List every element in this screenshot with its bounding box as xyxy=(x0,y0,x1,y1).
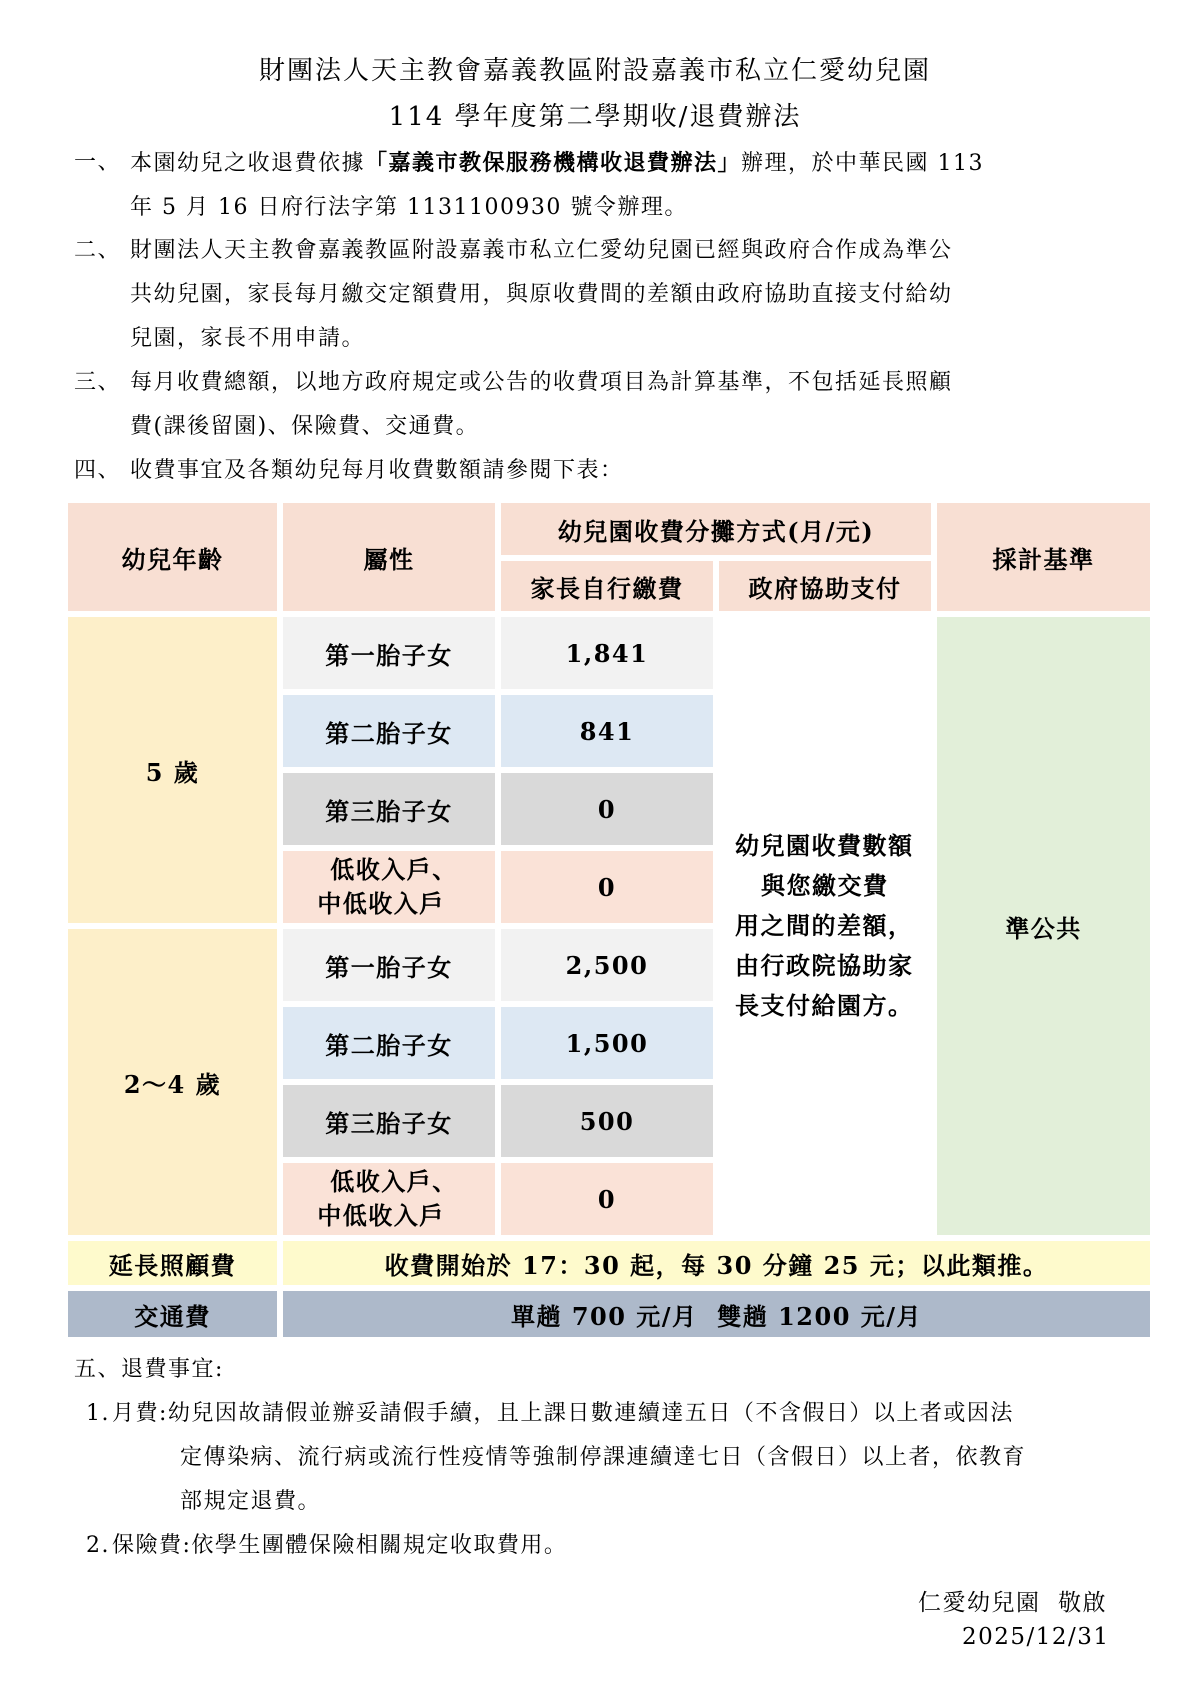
gov-text-line: 用之間的差額， xyxy=(735,911,914,940)
section-4-line-1: 收費事宜及各類幼兒每月收費數額請參閱下表： xyxy=(130,458,624,483)
section-2-line-3: 兒園，家長不用申請。 xyxy=(130,326,366,351)
fee-cell: 0 xyxy=(501,851,713,923)
section-1-number: 一、 xyxy=(74,150,122,175)
fee-cell: 841 xyxy=(501,695,713,767)
refund-item-1-number: 1. xyxy=(86,1401,110,1426)
section-2-line-1: 財團法人天主教會嘉義教區附設嘉義市私立仁愛幼兒園已經與政府合作成為準公 xyxy=(130,238,953,263)
header-fee-split: 幼兒園收費分攤方式(月/元) xyxy=(501,503,931,555)
refund-item-1-line-2: 定傳染病、流行病或流行性疫情等強制停課連續達七日（含假日）以上者，依教育 xyxy=(180,1445,1027,1470)
basis-cell: 準公共 xyxy=(937,617,1150,1235)
signature-date: 2025/12/31 xyxy=(962,1624,1110,1650)
attr-cell: 第三胎子女 xyxy=(283,1085,495,1157)
header-parent-pay: 家長自行繳費 xyxy=(501,561,713,611)
attr-cell: 第三胎子女 xyxy=(283,773,495,845)
header-attribute: 屬性 xyxy=(283,503,495,611)
attr-line: 中低收入戶 xyxy=(317,889,445,918)
refund-title: 五、退費事宜: xyxy=(74,1357,224,1382)
section-2-number: 二、 xyxy=(74,238,122,263)
header-gov-pay: 政府協助支付 xyxy=(719,561,931,611)
attr-line: 低收入戶、 xyxy=(330,1167,458,1196)
gov-text-line: 由行政院協助家 xyxy=(735,951,914,980)
fee-cell: 0 xyxy=(501,773,713,845)
fee-cell: 1,841 xyxy=(501,617,713,689)
refund-item-2-number: 2. xyxy=(86,1533,110,1558)
attr-cell xyxy=(283,1163,495,1235)
section-2-line-2: 共幼兒園，家長每月繳交定額費用，與原收費間的差額由政府協助直接支付給幼 xyxy=(130,282,953,307)
title-line-1: 財團法人天主教會嘉義教區附設嘉義市私立仁愛幼兒園 xyxy=(258,56,931,86)
fee-table xyxy=(62,497,1156,1343)
section-3-number: 三、 xyxy=(74,370,122,395)
gov-text-line: 幼兒園收費數額 xyxy=(735,831,914,860)
attr-line: 中低收入戶 xyxy=(317,1201,445,1230)
age-5-cell: 5 歲 xyxy=(68,617,277,923)
section-1-text-post: 辦理，於中華民國 113 xyxy=(741,151,985,176)
header-basis: 採計基準 xyxy=(937,503,1150,611)
attr-cell: 第二胎子女 xyxy=(283,1007,495,1079)
refund-item-1-line-1: 月費:幼兒因故請假並辦妥請假手續，且上課日數連續達五日（不含假日）以上者或因法 xyxy=(112,1401,1014,1426)
attr-cell: 第一胎子女 xyxy=(283,929,495,1001)
extended-care-row xyxy=(68,1241,1150,1285)
transport-row xyxy=(68,1291,1150,1337)
age-2-4-cell: 2～4 歲 xyxy=(68,929,277,1235)
refund-item-1-line-3: 部規定退費。 xyxy=(180,1489,322,1514)
attr-cell: 第二胎子女 xyxy=(283,695,495,767)
transport-value: 單趟 700 元/月 雙趟 1200 元/月 xyxy=(283,1291,1150,1337)
extended-care-value: 收費開始於 17：30 起，每 30 分鐘 25 元；以此類推。 xyxy=(283,1241,1150,1285)
table-row xyxy=(68,617,1150,689)
section-1-line-2: 年 5 月 16 日府行法字第 1131100930 號令辦理。 xyxy=(130,195,688,220)
section-4-number: 四、 xyxy=(74,458,122,483)
extended-care-label: 延長照顧費 xyxy=(68,1241,277,1285)
attr-cell: 第一胎子女 xyxy=(283,617,495,689)
fee-cell: 500 xyxy=(501,1085,713,1157)
fee-cell: 1,500 xyxy=(501,1007,713,1079)
section-3-line-2: 費(課後留園)、保險費、交通費。 xyxy=(130,414,480,439)
section-1-text-pre: 本園幼兒之收退費依據 xyxy=(130,151,366,176)
attr-cell xyxy=(283,851,495,923)
gov-text-line: 與您繳交費 xyxy=(761,871,889,900)
refund-item-2-line-1: 保險費:依學生團體保險相關規定收取費用。 xyxy=(112,1533,568,1558)
gov-pay-description xyxy=(719,617,931,1235)
signature-org: 仁愛幼兒園 敬啟 xyxy=(918,1590,1108,1616)
attr-line: 低收入戶、 xyxy=(330,855,458,884)
gov-text-line: 長支付給園方。 xyxy=(735,991,914,1020)
fee-cell: 0 xyxy=(501,1163,713,1235)
header-age: 幼兒年齡 xyxy=(68,503,277,611)
transport-label: 交通費 xyxy=(68,1291,277,1337)
fee-cell: 2,500 xyxy=(501,929,713,1001)
regulation-name: 「嘉義市教保服務機構收退費辦法」 xyxy=(365,150,742,176)
section-3-line-1: 每月收費總額，以地方政府規定或公告的收費項目為計算基準，不包括延長照顧 xyxy=(130,370,953,395)
title-line-2: 114 學年度第二學期收/退費辦法 xyxy=(388,102,802,132)
